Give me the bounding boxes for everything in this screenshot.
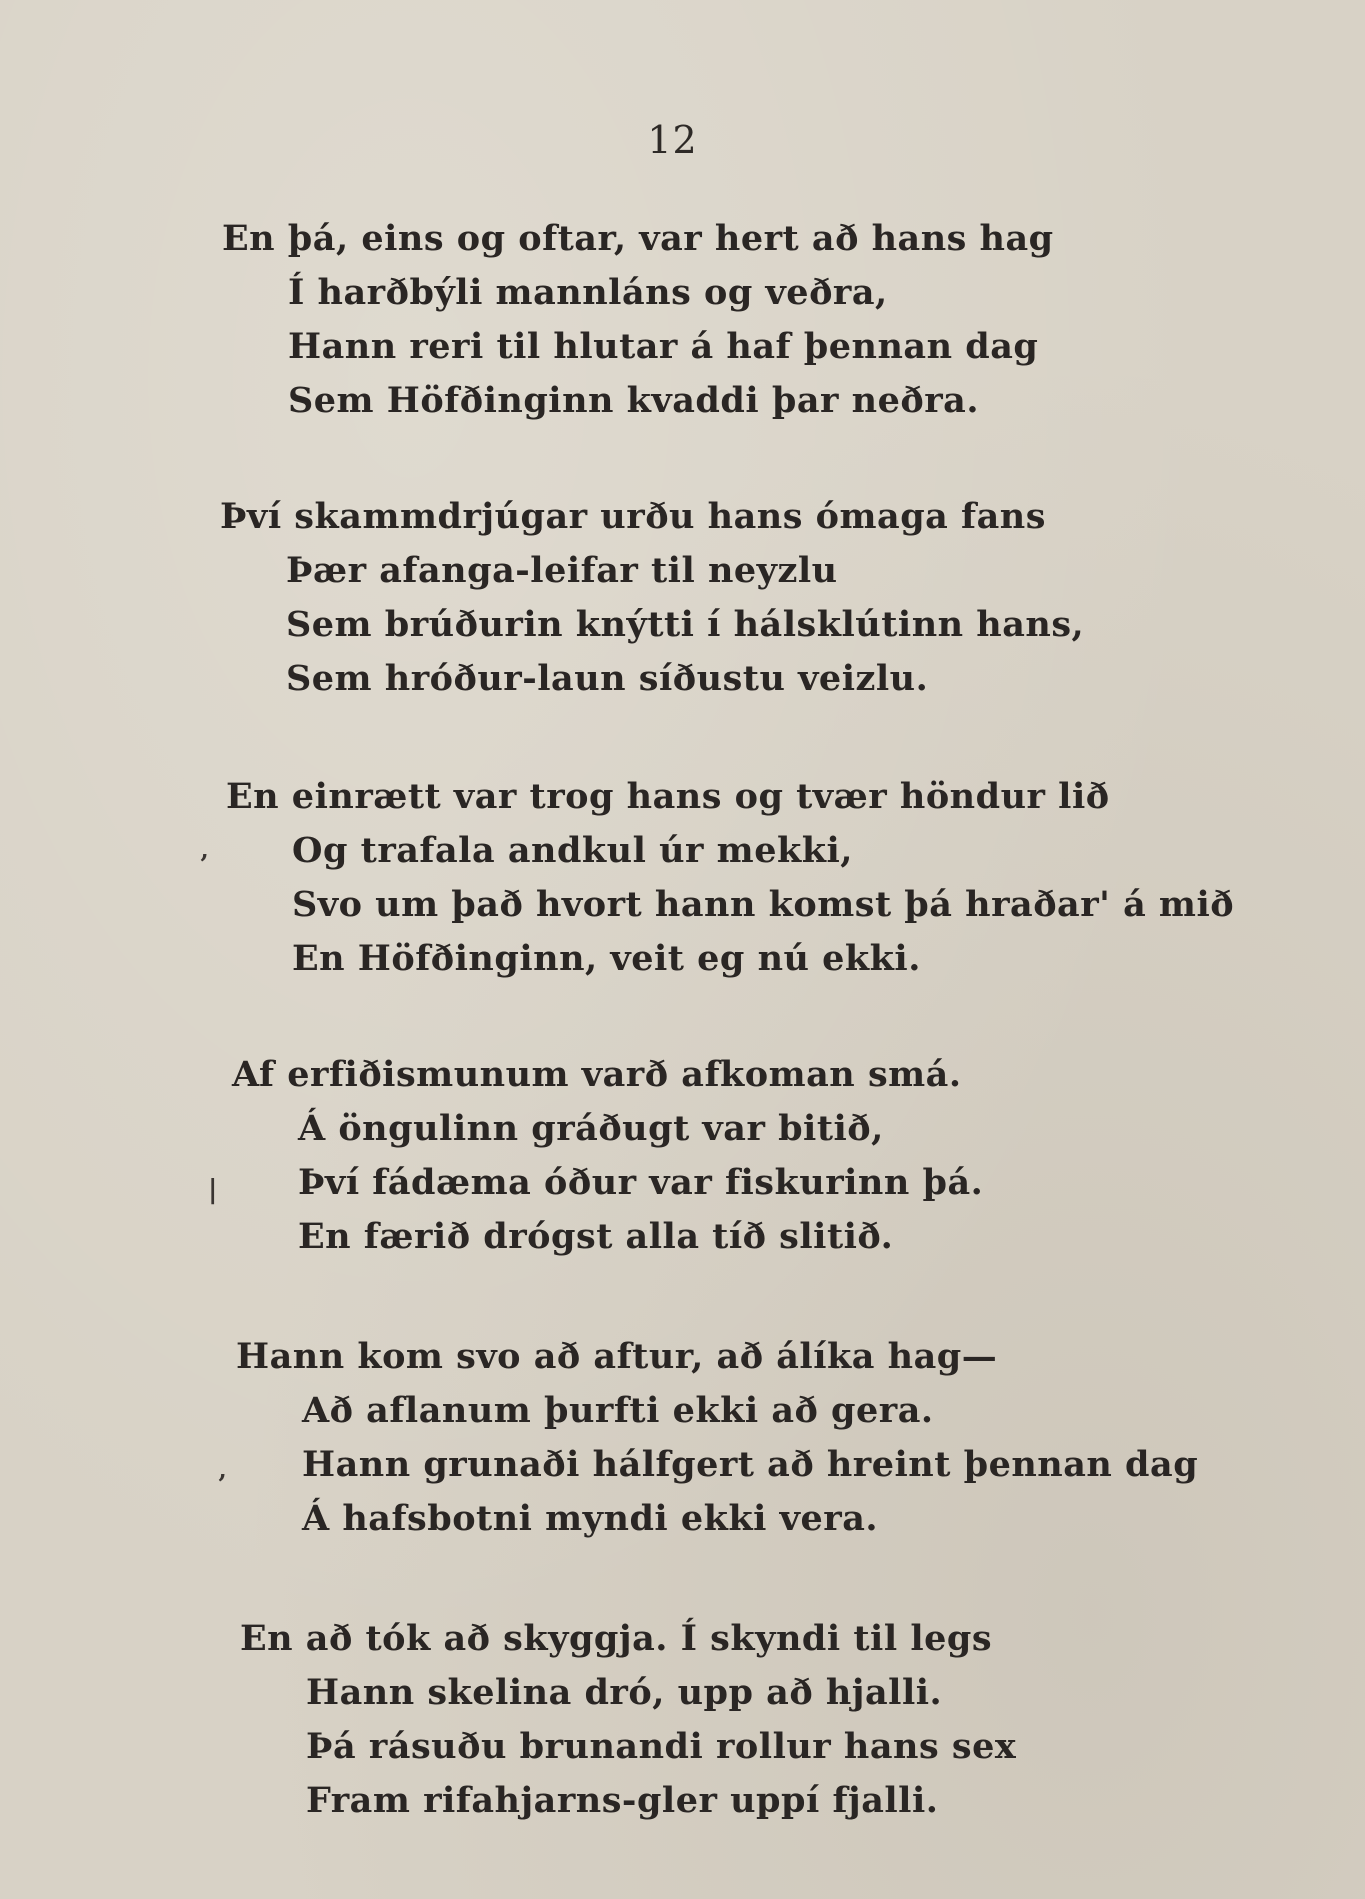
- stanza-1-line-2: Í harðbýli mannláns og veðra,: [288, 272, 888, 313]
- stanza-4-line-1: Af erfiðismunum varð afkoman smá.: [232, 1054, 962, 1095]
- stanza-3-line-3: Svo um það hvort hann komst þá hraðar' á mið: [292, 884, 1235, 925]
- stanza-2-line-3: Sem brúðurin knýtti í hálsklútinn hans,: [286, 604, 1085, 645]
- margin-mark: ‚: [218, 1455, 228, 1485]
- stanza-1: [222, 212, 1222, 428]
- stanza-2: [220, 490, 1220, 706]
- stanza-5-line-3: Hann grunaði hálfgert að hreint þennan dag: [302, 1444, 1199, 1485]
- stanza-6-line-4: Fram rifahjarns-gler uppí fjalli.: [306, 1780, 939, 1821]
- stanza-2-line-2: Þær afanga-leifar til neyzlu: [286, 550, 838, 591]
- margin-mark: ‚: [200, 835, 210, 865]
- stanza-3-line-4: En Höfðinginn, veit eg nú ekki.: [292, 938, 921, 979]
- stanza-6-line-2: Hann skelina dró, upp að hjalli.: [306, 1672, 943, 1713]
- stanza-1-line-1: En þá, eins og oftar, var hert að hans hag: [222, 218, 1054, 259]
- stanza-6-line-3: Þá rásuðu brunandi rollur hans sex: [306, 1726, 1017, 1767]
- stanza-2-line-4: Sem hróður-laun síðustu veizlu.: [286, 658, 929, 699]
- stanza-6-line-1: En að tók að skyggja. Í skyndi til legs: [240, 1618, 993, 1659]
- stanza-3: [226, 770, 1235, 986]
- stanza-3-line-1: En einrætt var trog hans og tvær höndur lið: [226, 776, 1110, 817]
- page-number: 12: [647, 118, 698, 162]
- stanza-4-line-4: En færið drógst alla tíð slitið.: [298, 1216, 894, 1257]
- stanza-4-line-2: Á öngulinn gráðugt var bitið,: [298, 1108, 884, 1149]
- stanza-5-line-2: Að aflanum þurfti ekki að gera.: [302, 1390, 934, 1431]
- stanza-4-line-3: Því fádæma óður var fiskurinn þá.: [298, 1162, 984, 1203]
- stanza-1-line-4: Sem Höfðinginn kvaddi þar neðra.: [288, 380, 979, 421]
- stanza-4: [232, 1048, 1232, 1264]
- stanza-1-line-3: Hann reri til hlutar á haf þennan dag: [288, 326, 1039, 367]
- stanza-3-line-2: Og trafala andkul úr mekki,: [292, 830, 853, 871]
- stanza-6: [240, 1612, 1240, 1828]
- margin-mark: |: [208, 1175, 218, 1205]
- stanza-2-line-1: Því skammdrjúgar urðu hans ómaga fans: [220, 496, 1046, 537]
- stanza-5-line-1: Hann kom svo að aftur, að álíka hag—: [236, 1336, 998, 1377]
- stanza-5: [236, 1330, 1236, 1546]
- stanza-5-line-4: Á hafsbotni myndi ekki vera.: [302, 1498, 879, 1539]
